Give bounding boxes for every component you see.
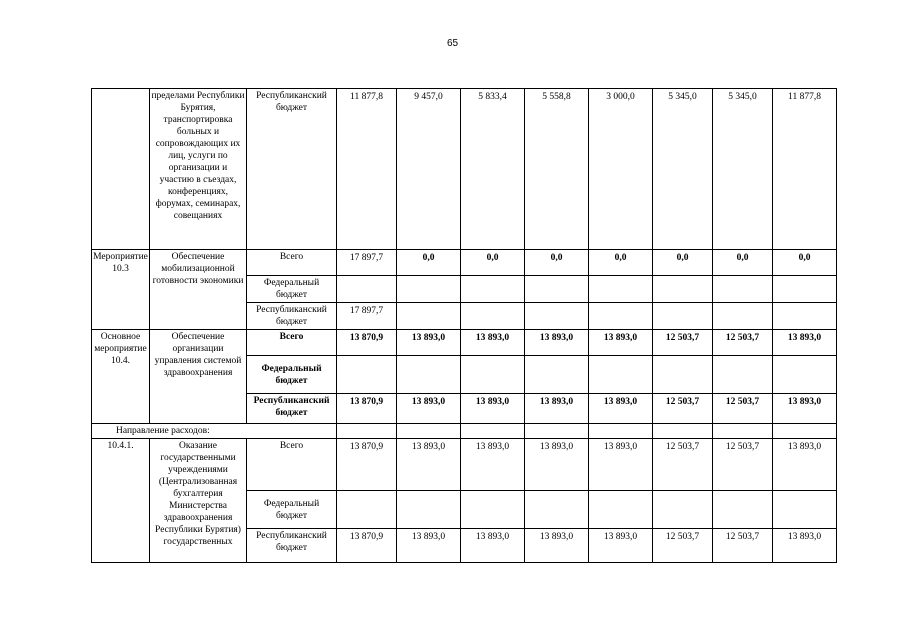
direction-label: Направление расходов: [92, 424, 337, 439]
value-cell [713, 356, 773, 394]
value-cell: 11 877,8 [337, 89, 397, 250]
value-cell [397, 303, 461, 330]
name-cell: Обеспечение организации управления системой здравоохранения [150, 330, 247, 424]
source-cell: Республиканский бюджет [247, 89, 337, 250]
value-cell: 13 893,0 [397, 394, 461, 424]
value-cell [461, 276, 525, 303]
value-cell [461, 356, 525, 394]
table-row [92, 250, 837, 276]
value-cell [525, 491, 589, 529]
value-cell [525, 276, 589, 303]
value-cell [773, 276, 837, 303]
value-cell: 0,0 [397, 250, 461, 276]
table-row [92, 424, 837, 439]
value-cell [525, 303, 589, 330]
value-cell: 13 893,0 [461, 330, 525, 356]
name-cell: Обеспечение мобилизационной готовности экономики [150, 250, 247, 330]
value-cell: 13 893,0 [397, 330, 461, 356]
value-cell [397, 491, 461, 529]
source-cell: Республиканский бюджет [247, 529, 337, 563]
value-cell [653, 276, 713, 303]
value-cell: 0,0 [713, 250, 773, 276]
value-cell: 12 503,7 [653, 439, 713, 491]
value-cell [713, 491, 773, 529]
value-cell [773, 491, 837, 529]
value-cell [653, 303, 713, 330]
source-cell: Федеральный бюджет [247, 276, 337, 303]
value-cell: 13 893,0 [461, 529, 525, 563]
value-cell: 0,0 [525, 250, 589, 276]
value-cell [653, 356, 713, 394]
budget-table [91, 88, 837, 563]
source-cell: Республиканский бюджет [247, 303, 337, 330]
value-cell [713, 276, 773, 303]
value-cell: 0,0 [653, 250, 713, 276]
value-cell: 17 897,7 [337, 303, 397, 330]
source-cell: Всего [247, 250, 337, 276]
value-cell: 12 503,7 [713, 439, 773, 491]
value-cell: 13 893,0 [773, 394, 837, 424]
source-cell: Всего [247, 330, 337, 356]
value-cell: 12 503,7 [713, 529, 773, 563]
value-cell [461, 303, 525, 330]
value-cell: 5 345,0 [713, 89, 773, 250]
value-cell [653, 491, 713, 529]
value-cell: 5 558,8 [525, 89, 589, 250]
code-cell: 10.4.1. [92, 439, 150, 563]
value-cell: 13 893,0 [461, 394, 525, 424]
code-cell: Основное мероприятие 10.4. [92, 330, 150, 424]
value-cell [397, 276, 461, 303]
value-cell: 13 893,0 [773, 529, 837, 563]
value-cell [461, 491, 525, 529]
value-cell: 17 897,7 [337, 250, 397, 276]
value-cell: 13 893,0 [589, 529, 653, 563]
value-cell [525, 356, 589, 394]
value-cell: 9 457,0 [397, 89, 461, 250]
value-cell [713, 303, 773, 330]
value-cell [589, 356, 653, 394]
source-cell: Республиканский бюджет [247, 394, 337, 424]
value-cell: 13 893,0 [461, 439, 525, 491]
table-row [92, 330, 837, 356]
value-cell: 13 893,0 [589, 439, 653, 491]
value-cell: 5 833,4 [461, 89, 525, 250]
value-cell: 13 893,0 [589, 394, 653, 424]
table-row [92, 89, 837, 250]
value-cell [773, 356, 837, 394]
value-cell: 12 503,7 [653, 330, 713, 356]
value-cell: 12 503,7 [713, 394, 773, 424]
source-cell: Федеральный бюджет [247, 491, 337, 529]
value-cell: 13 893,0 [773, 330, 837, 356]
value-cell: 13 893,0 [525, 439, 589, 491]
value-cell: 0,0 [589, 250, 653, 276]
value-cell [589, 303, 653, 330]
value-cell: 13 893,0 [397, 529, 461, 563]
source-cell: Всего [247, 439, 337, 491]
source-cell: Федеральный бюджет [247, 356, 337, 394]
value-cell [337, 491, 397, 529]
value-cell: 3 000,0 [589, 89, 653, 250]
value-cell: 12 503,7 [653, 394, 713, 424]
value-cell: 12 503,7 [653, 529, 713, 563]
value-cell [337, 276, 397, 303]
value-cell [337, 356, 397, 394]
value-cell: 5 345,0 [653, 89, 713, 250]
value-cell: 0,0 [773, 250, 837, 276]
value-cell: 13 870,9 [337, 330, 397, 356]
value-cell: 13 893,0 [397, 439, 461, 491]
value-cell: 13 893,0 [773, 439, 837, 491]
value-cell: 11 877,8 [773, 89, 837, 250]
name-cell: пределами Республики Бурятия, транспортировка больных и сопровождающих их лиц, услуги по организации и участию в съездах, конференциях, форумах, семинарах, совещаниях [150, 89, 247, 250]
value-cell: 13 893,0 [525, 529, 589, 563]
code-cell: Мероприятие 10.3 [92, 250, 150, 330]
value-cell: 12 503,7 [713, 330, 773, 356]
value-cell: 13 893,0 [525, 394, 589, 424]
value-cell [397, 356, 461, 394]
value-cell [773, 303, 837, 330]
value-cell: 13 893,0 [589, 330, 653, 356]
value-cell: 13 870,9 [337, 439, 397, 491]
code-cell [92, 89, 150, 250]
value-cell [589, 491, 653, 529]
value-cell: 0,0 [461, 250, 525, 276]
name-cell: Оказание государственными учреждениями (Централизованная бухгалтерия Министерства здравоохранения Республики Бурятия) государственных [150, 439, 247, 563]
value-cell: 13 893,0 [525, 330, 589, 356]
value-cell: 13 870,9 [337, 394, 397, 424]
value-cell [589, 276, 653, 303]
page-number: 65 [446, 38, 459, 49]
table-row [92, 439, 837, 491]
value-cell: 13 870,9 [337, 529, 397, 563]
